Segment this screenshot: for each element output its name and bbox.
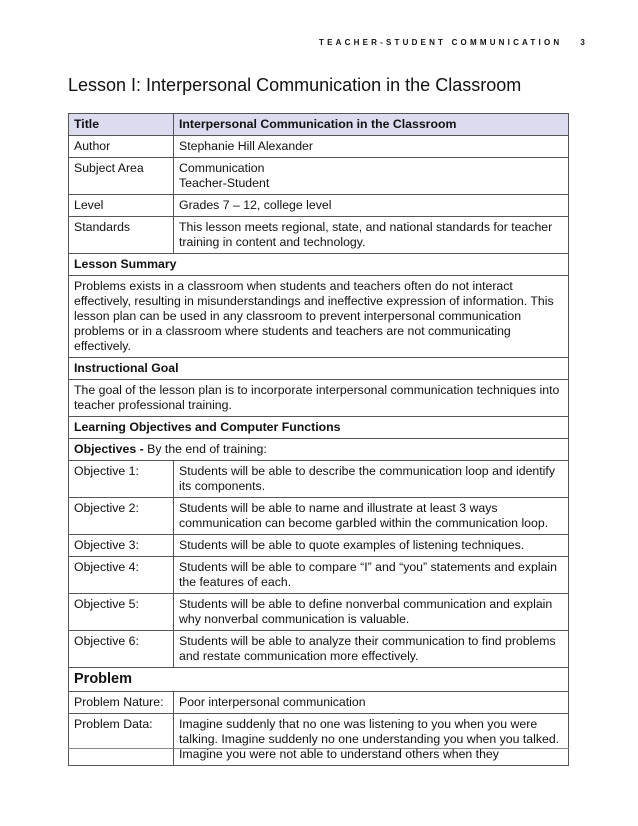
goal-text: The goal of the lesson plan is to incorporate interpersonal communication techniques into teacher professional training. [69, 380, 569, 417]
objective-text: Students will be able to describe the communication loop and identify its components. [174, 461, 569, 498]
objectives-heading-row [69, 417, 569, 439]
objective-row [69, 461, 569, 498]
objective-row [69, 557, 569, 594]
objective-label: Objective 2: [69, 498, 174, 535]
objective-text: Students will be able to name and illustrate at least 3 ways communication can become garbled within the communication loop. [174, 498, 569, 535]
meta-row [69, 217, 569, 254]
objectives-intro [69, 439, 569, 461]
objective-label: Objective 6: [69, 631, 174, 668]
summary-heading: Lesson Summary [69, 254, 569, 276]
objective-row [69, 594, 569, 631]
meta-value [174, 158, 569, 195]
meta-value-line: Teacher-Student [179, 176, 270, 190]
objective-label: Objective 3: [69, 535, 174, 557]
meta-label: Author [69, 136, 174, 158]
meta-label: Standards [69, 217, 174, 254]
goal-heading-row [69, 358, 569, 380]
meta-value-line: Communication [179, 161, 265, 175]
title-label: Title [69, 114, 174, 136]
problem-heading-row [69, 668, 569, 692]
footer-rule [68, 748, 569, 749]
meta-label: Level [69, 195, 174, 217]
goal-row [69, 380, 569, 417]
objective-text: Students will be able to define nonverbal communication and explain why nonverbal communication is valuable. [174, 594, 569, 631]
problem-nature-label: Problem Nature: [69, 692, 174, 714]
lesson-title: Lesson I: Interpersonal Communication in the Classroom [68, 75, 522, 95]
objective-text: Students will be able to quote examples of listening techniques. [174, 535, 569, 557]
summary-heading-row [69, 254, 569, 276]
objectives-intro-row [69, 439, 569, 461]
problem-nature-value: Poor interpersonal communication [174, 692, 569, 714]
page-number: 3 [580, 38, 588, 47]
objective-label: Objective 4: [69, 557, 174, 594]
objective-text: Students will be able to analyze their communication to find problems and restate communication more effectively. [174, 631, 569, 668]
summary-row [69, 276, 569, 358]
lesson-table [68, 113, 569, 766]
running-header [319, 38, 588, 47]
objectives-heading: Learning Objectives and Computer Functions [69, 417, 569, 439]
title-row [69, 114, 569, 136]
meta-value: Stephanie Hill Alexander [174, 136, 569, 158]
objective-label: Objective 5: [69, 594, 174, 631]
goal-heading: Instructional Goal [69, 358, 569, 380]
objective-row [69, 535, 569, 557]
meta-row [69, 158, 569, 195]
meta-row [69, 195, 569, 217]
meta-row [69, 136, 569, 158]
problem-nature-row [69, 692, 569, 714]
objective-label: Objective 1: [69, 461, 174, 498]
summary-text: Problems exists in a classroom when students and teachers often do not interact effectively, resulting in misunderstandings and ineffective expression of information. This lesson plan can be used in any classroom to prevent interpersonal communication problems or in a classroom where students and teachers are not communicating effectively. [69, 276, 569, 358]
title-value: Interpersonal Communication in the Classroom [174, 114, 569, 136]
problem-data-label: Problem Data: [69, 714, 174, 766]
running-title: TEACHER-STUDENT COMMUNICATION [319, 38, 563, 47]
problem-heading: Problem [69, 668, 569, 692]
objective-text: Students will be able to compare “I” and “you” statements and explain the features of each. [174, 557, 569, 594]
objective-row [69, 631, 569, 668]
objective-row [69, 498, 569, 535]
meta-value: Grades 7 – 12, college level [174, 195, 569, 217]
meta-value: This lesson meets regional, state, and national standards for teacher training in content and technology. [174, 217, 569, 254]
objectives-intro-bold: Objectives - [74, 442, 144, 456]
meta-label: Subject Area [69, 158, 174, 195]
problem-data-value: Imagine suddenly that no one was listening to you when you were talking. Imagine suddenly no one understanding you when you talked. Imagine you were not able to understand others when they [174, 714, 569, 766]
objectives-intro-rest: By the end of training: [143, 442, 267, 456]
problem-data-row [69, 714, 569, 766]
